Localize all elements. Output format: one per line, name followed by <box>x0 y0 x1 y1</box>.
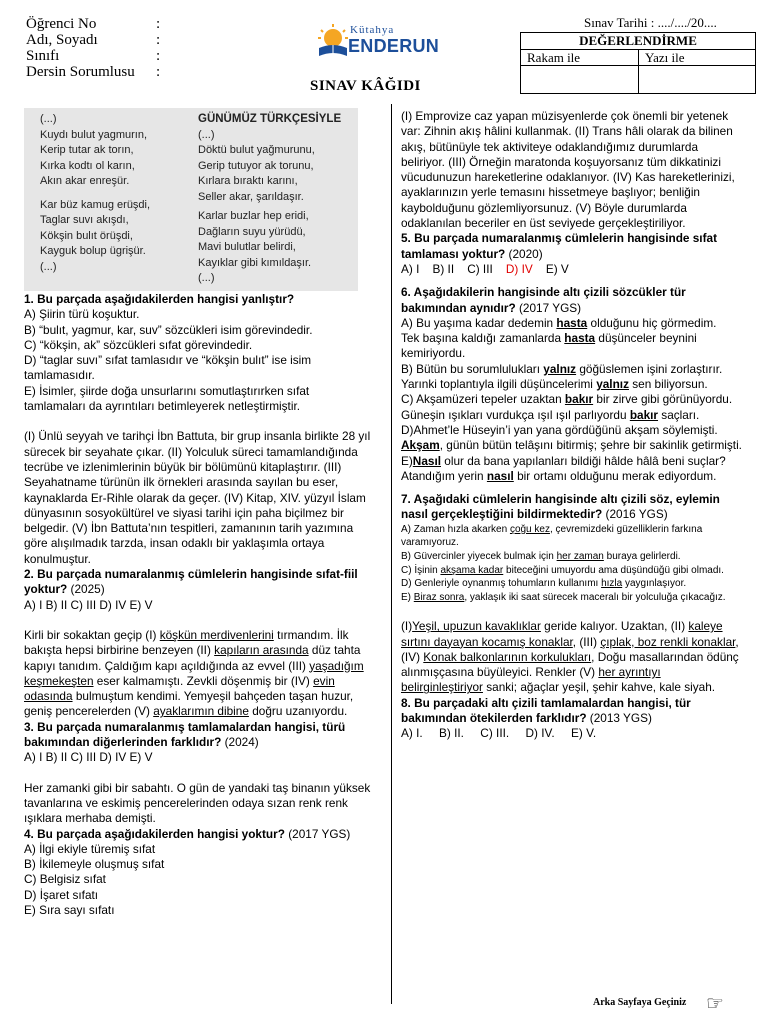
q7-option-c[interactable]: C) İşinin akşama kadar biteceğini umuyordu ama düşündüğü gibi olmadı. <box>401 564 724 576</box>
q6-option-c1[interactable]: C) Akşamüzeri tepeler uzaktan bakır bir zirve gibi görünüyordu. <box>401 392 733 407</box>
q6-option-c2: Güneşin ışıkları vurdukça ışıl ışıl parlıyordu bakır saçları. <box>401 407 700 422</box>
grade-number-cell[interactable] <box>521 66 639 93</box>
q2-passage: (I) Ünlü seyyah ve tarihçi İbn Battuta, bir grup insanla birlikte 28 yıl sürecek bir seyahate çıkar. (II) Yolculuk süreci tamamlandığında tecrübe ve izlenimlerinin büyük bir bölümünü kitaplaştırır. (III) Seyahatname türünün ilk örnekleri arasında sayılan bu eser, kaynaklarda Er-Rihle olarak da geçer. (IV) Kitap, XIV. yüzyıl İslam dünyasının sosyokültürel ve siyasi tarihi için paha biçilmez bir belgedir. (V) İbn Battuta’nın tespitleri, zamanının tarih yazımına göre alışılmadık tarzda, insan odaklı bir yaklaşımla ortaya konulmuştur. <box>24 429 371 566</box>
q3-year: (2024) <box>221 735 259 750</box>
q1-option-b[interactable]: B) “bulıt, yagmur, kar, suv” sözcükleri isim görevindedir. <box>24 322 313 337</box>
q7-option-b[interactable]: B) Güvercinler yiyecek bulmak için her zaman buraya gelirlerdi. <box>401 550 681 562</box>
question-5: 5. Bu parçada numaralanmış cümlelerin hangisinde sıfat tamlaması yoktur? <box>401 231 717 261</box>
teacher-label: Dersin Sorumlusu <box>26 64 135 80</box>
q8-year: (2013 YGS) <box>586 711 652 726</box>
school-logo <box>316 22 440 66</box>
q6-option-b2: Yarınki toplantıyla ilgili düşüncelerimi yalnız sen biliyorsun. <box>401 377 708 392</box>
q5-marked-answer: D) IV <box>505 261 533 276</box>
q6-option-e1[interactable]: E)Nasıl olur da bana yapılanları bildiği hâlde hâlâ beni suçlar? <box>401 453 726 468</box>
q6-option-a2: Tek başına kaldığı zamanlarda hasta düşünceler beynini kemiriyordu. <box>401 331 697 361</box>
next-page-note: Arka Sayfaya Geçiniz <box>593 997 687 1008</box>
q6-option-d2: Akşam, günün bütün telâşını bitirmiş; şehre bir sakinlik getirmişti. <box>401 438 742 453</box>
student-no-label: Öğrenci No <box>26 16 97 32</box>
question-6: 6. Aşağıdakilerin hangisinde altı çizili sözcükler tür bakımından aynıdır? <box>401 285 686 315</box>
q1-option-c[interactable]: C) “kökşin, ak” sözcükleri sıfat görevindedir. <box>24 337 253 352</box>
class-label: Sınıfı <box>26 48 60 64</box>
q7-option-a[interactable]: A) Zaman hızla akarken çoğu kez, çevremizdeki güzelliklerin farkına varamıyoruz. <box>401 523 703 549</box>
page-title: SINAV KÂĞIDI <box>310 78 421 94</box>
question-4: 4. Bu parçada aşağıdakilerden hangisi yoktur? <box>24 826 285 841</box>
q6-option-e2: Atandığım yerin nasıl bir ortamı olduğunu merak ediyordum. <box>401 468 717 483</box>
q6-option-d1[interactable]: D)Ahmet’le Hüseyin’i yan yana gördüğünü akşam söylemişti. <box>401 422 718 437</box>
q6-option-b1[interactable]: B) Bütün bu sorumlulukları yalnız göğüslemen işini zorlaştırır. <box>401 361 723 376</box>
q4-option-e[interactable]: E) Sıra sayı sıfatı <box>24 902 115 917</box>
grade-box <box>520 32 756 94</box>
q2-year: (2025) <box>67 582 105 597</box>
logo-city: Kütahya <box>350 24 395 36</box>
q8-options[interactable]: A) I. B) II. C) III. D) IV. E) V. <box>401 726 597 741</box>
q6-year: (2017 YGS) <box>515 300 582 315</box>
grade-title: DEĞERLENDİRME <box>521 33 755 50</box>
q5-options[interactable]: A) I B) II C) III D) IV E) V <box>401 261 569 276</box>
question-7: 7. Aşağıdaki cümlelerin hangisinde altı çizili söz, eylemin nasıl gerçekleştiğini bildirmektedir? <box>401 492 720 522</box>
q4-option-a[interactable]: A) İlgi ekiyle türemiş sıfat <box>24 841 156 856</box>
q8-passage: (I)Yeşil, upuzun kavaklıklar geride kalıyor. Uzaktan, (II) kaleye sırtını dayayan kocamış konaklar, (III) çıplak, boz renkli konaklar, (IV) Konak balkonlarının korkulukları, Doğu masallarından ödünç alınmışçasına büyüleyici. Renkler (V) her ayrıntıyı belirginleştiriyor sanki; ağaçlar yeşil, şehir kahve, kale siyah. <box>401 619 739 695</box>
poem-box <box>24 108 358 291</box>
exam-date: Sınav Tarihi : ..../..../20.... <box>584 15 717 30</box>
question-1: 1. Bu parçada aşağıdakilerden hangisi yanlıştır? <box>24 292 295 306</box>
question-3: 3. Bu parçada numaralanmış tamlamalardan hangisi, türü bakımından diğerlerinden farklıdır? <box>24 719 346 750</box>
q4-passage: Her zamanki gibi bir sabahtı. O gün de yandaki taş binanın yüksek tavanlarına ve eskimiş pencerelerinden odaya sızan renk renk ışıklara merhaba demişti. <box>24 780 371 826</box>
q1-option-a[interactable]: A) Şiirin türü koşuktur. <box>24 307 140 322</box>
grade-number-header: Rakam ile <box>521 50 639 65</box>
name-label: Adı, Soyadı <box>26 32 98 48</box>
right-column <box>401 109 743 742</box>
q4-year: (2017 YGS) <box>284 826 351 841</box>
poem-modern: GÜNÜMÜZ TÜRKÇESİYLE (...) Döktü bulut yağmurunu, Gerip tutuyor ak torunu, Kırlara bıraktı karını, Seller akar, şarıldaşır. Karlar buzlar hep eridi, Dağların suyu yürüdü, Mavi bulutlar belirdi, Kayıklar gibi kımıldaşır. (...) <box>198 113 342 284</box>
q7-year: (2016 YGS) <box>602 507 668 522</box>
q7-option-e[interactable]: E) Biraz sonra, yaklaşık iki saat sürecek maceralı bir yolculuğa çıkacağız. <box>401 591 726 603</box>
poem-modern-title: GÜNÜMÜZ TÜRKÇESİYLE <box>198 113 342 125</box>
sun-book-icon <box>316 22 350 62</box>
column-divider <box>391 104 392 1004</box>
q4-option-c[interactable]: C) Belgisiz sıfat <box>24 872 106 887</box>
q5-year: (2020) <box>505 246 543 261</box>
left-column <box>24 292 374 918</box>
question-8: 8. Bu parçadaki altı çizili tamlamalardan hangisi, tür bakımından ötekilerden farklıdır? <box>401 695 691 726</box>
q6-option-a1[interactable]: A) Bu yaşıma kadar dedemin hasta olduğunu hiç görmedim. <box>401 315 717 330</box>
poem-original: (...) Kuydı bulut yagmurın, Kerip tutar ak torın, Kırka kodtı ol karın, Akın akar enreşür. Kar büz kamug erüşdi, Taglar suvı akışdı, Kökşin bulıt örüşdi, Kayguk bolup ügrişür. (...) <box>40 113 151 273</box>
logo-name: ENDERUN <box>348 36 440 56</box>
q4-option-d[interactable]: D) İşaret sıfatı <box>24 887 99 902</box>
q5-passage: (I) Emprovize caz yapan müzisyenlerde çok önemli bir yetenek var: Zihnin akış hâlini kullanmak. (II) Trans hâli olarak da bilinen akış, bütünüyle tek aktiviteye odaklandığımız durumlarda beliriyor. (III) Örneğin maratonda koşuyorsanız tüm dikkatinizi vücudunuzun hareketlerine odaklanıyor. (IV) Kas hareketlerinizi, ayaklarınızın yerle temasını hissetmeye başlıyor; benliğin kaybolduğunu gözlemliyorsunuz. (V) Böyle durumlarda odaklanılan beceriler en üst seviyede gerçekleştiriliyor. <box>401 109 735 231</box>
q7-option-d[interactable]: D) Genleriyle oynanmış tohumların kullanımı hızla yaygınlaşıyor. <box>401 578 687 590</box>
q1-option-d[interactable]: D) “taglar suvı” sıfat tamlasıdır ve “kökşin bulıt” ise isim tamlamasıdır. <box>24 353 312 383</box>
q3-options[interactable]: A) I B) II C) III D) IV E) V <box>24 750 153 765</box>
q1-option-e[interactable]: E) İsimler, şiirde doğa unsurlarını somutlaştırırken sıfat tamlamaları da ayrıntıları betimleyerek netleştirmiştir. <box>24 383 310 414</box>
q2-options[interactable]: A) I B) II C) III D) IV E) V <box>24 597 153 612</box>
pointing-hand-icon: ☞ <box>706 993 724 1015</box>
student-info: Öğrenci No : Adı, Soyadı : Sınıfı : Dersin Sorumlusu : <box>26 16 161 80</box>
question-2: 2. Bu parçada numaralanmış cümlelerin hangisinde sıfat-fiil yoktur? <box>24 567 358 597</box>
q4-option-b[interactable]: B) İkilemeyle oluşmuş sıfat <box>24 857 165 872</box>
q3-passage: Kirli bir sokaktan geçip (I) köşkün merdivenlerini tırmandım. İlk bakışta hepsi birbirine benzeyen (II) kapıların arasında düz tahta kapıyı tanıdım. Çaldığım kapı açıldığında az evvel (III) yaşadığım keşmekeşten eser kalmamıştı. Zevkli döşenmiş bir (IV) evin odasında bulmuştum kendimi. Yemyeşil bahçeden taşan huzur, geniş pencerelerden (V) ayaklarımın dibine doğru uzanıyordu. <box>24 627 364 719</box>
grade-text-header: Yazı ile <box>645 50 685 65</box>
